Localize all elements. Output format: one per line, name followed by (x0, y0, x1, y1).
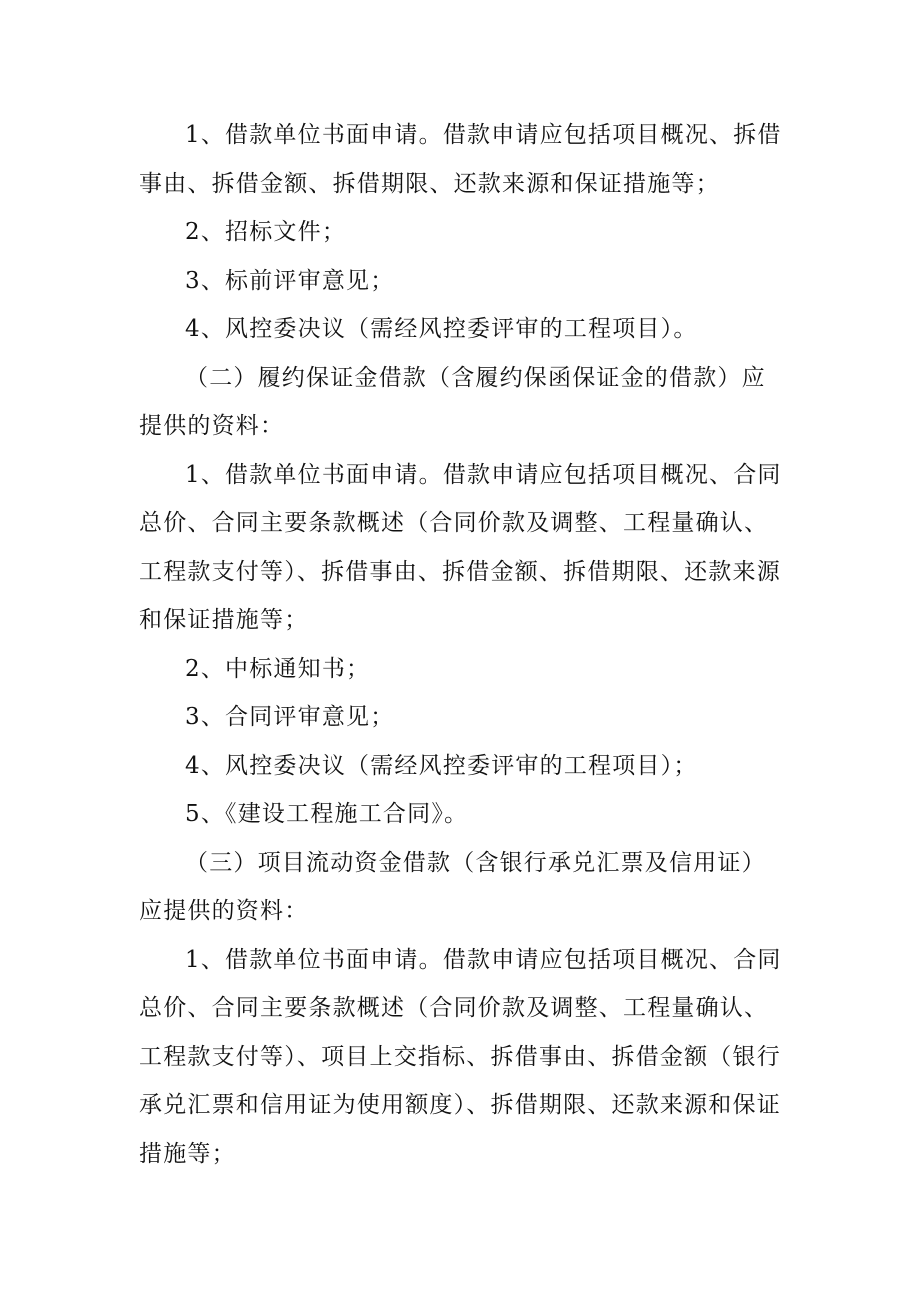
paragraph-7: 3、合同评审意见； (185, 704, 395, 730)
section-heading-2: （二）履约保证金借款（含履约保函保证金的借款）应提供的资料： (139, 364, 766, 439)
paragraph-2: 2、招标文件； (185, 219, 347, 245)
section-heading-3: （三）项目流动资金借款（含银行承兑汇票及信用证）应提供的资料： (139, 849, 766, 924)
paragraph-6: 2、中标通知书； (185, 655, 371, 682)
paragraph-3: 3、标前评审意见； (185, 267, 395, 294)
paragraph-4: 4、风控委决议（需经风控委评审的工程项目）。 (185, 316, 698, 342)
paragraph-1: 1、借款单位书面申请。借款申请应包括项目概况、拆借事由、拆借金额、拆借期限、还款来源和保证措施等； (139, 122, 782, 197)
document-body (139, 111, 787, 1178)
paragraph-8: 4、风控委决议（需经风控委评审的工程项目）； (185, 752, 698, 779)
paragraph-10: 1、借款单位书面申请。借款申请应包括项目概况、合同总价、合同主要条款概述（合同价款及调整、工程量确认、工程款支付等）、项目上交指标、拆借事由、拆借金额（银行承兑汇票和信用证为使用额度）、拆借期限、还款来源和保证措施等； (139, 946, 782, 1167)
paragraph-9: 5、《建设工程施工合同》。 (185, 801, 469, 827)
paragraph-5: 1、借款单位书面申请。借款申请应包括项目概况、合同总价、合同主要条款概述（合同价款及调整、工程量确认、工程款支付等）、拆借事由、拆借金额、拆借期限、还款来源和保证措施等； (139, 461, 782, 633)
